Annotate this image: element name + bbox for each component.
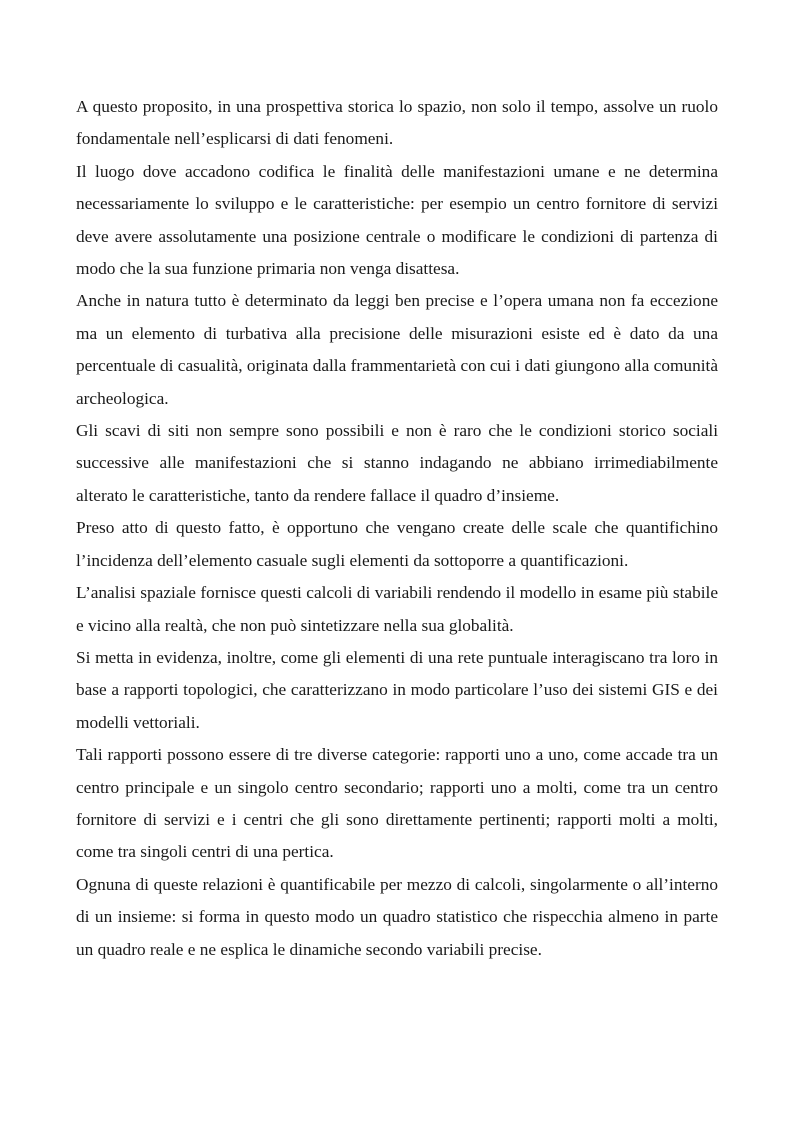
paragraph-3: Anche in natura tutto è determinato da leggi ben precise e l’opera umana non fa eccezione ma un elemento di turbativa alla precisione delle misurazioni esiste ed è dato da una percentuale di casualità, originata dalla frammentarietà con cui i dati giungono alla comunità archeologica. xyxy=(76,291,718,408)
paragraph-7: Si metta in evidenza, inoltre, come gli elementi di una rete puntuale interagiscano tra loro in base a rapporti topologici, che caratterizzano in modo particolare l’uso dei sistemi GIS e dei modelli vettoriali. xyxy=(76,647,718,732)
paragraph-8: Tali rapporti possono essere di tre diverse categorie: rapporti uno a uno, come accade tra un centro principale e un singolo centro secondario; rapporti uno a molti, come tra un centro fornitore di servizi e i centri che gli sono direttamente pertinenti; rapporti molti a molti, come tra singoli centri di una pertica. xyxy=(76,745,718,862)
paragraph-6: L’analisi spaziale fornisce questi calcoli di variabili rendendo il modello in esame più stabile e vicino alla realtà, che non può sintetizzare nella sua globalità. xyxy=(76,583,718,635)
body-text xyxy=(76,91,718,966)
paragraph-2: Il luogo dove accadono codifica le finalità delle manifestazioni umane e ne determina necessariamente lo sviluppo e le caratteristiche: per esempio un centro fornitore di servizi deve avere assolutamente una posizione centrale o modificare le condizioni di partenza di modo che la sua funzione primaria non venga disattesa. xyxy=(76,161,718,279)
paragraph-4: Gli scavi di siti non sempre sono possibili e non è raro che le condizioni storico sociali successive alle manifestazioni che si stanno indagando ne abbiano irrimediabilmente alterato le caratteristiche, tanto da rendere fallace il quadro d’insieme. xyxy=(76,421,718,505)
paragraph-5: Preso atto di questo fatto, è opportuno che vengano create delle scale che quantifichino l’incidenza dell’elemento casuale sugli elementi da sottoporre a quantificazioni. xyxy=(76,518,718,570)
paragraph-9: Ognuna di queste relazioni è quantificabile per mezzo di calcoli, singolarmente o all’interno di un insieme: si forma in questo modo un quadro statistico che rispecchia almeno in parte un quadro reale e ne esplica le dinamiche secondo variabili precise. xyxy=(76,874,718,959)
paragraph-1: A questo proposito, in una prospettiva storica lo spazio, non solo il tempo, assolve un ruolo fondamentale nell’esplicarsi di dati fenomeni. xyxy=(76,97,718,149)
